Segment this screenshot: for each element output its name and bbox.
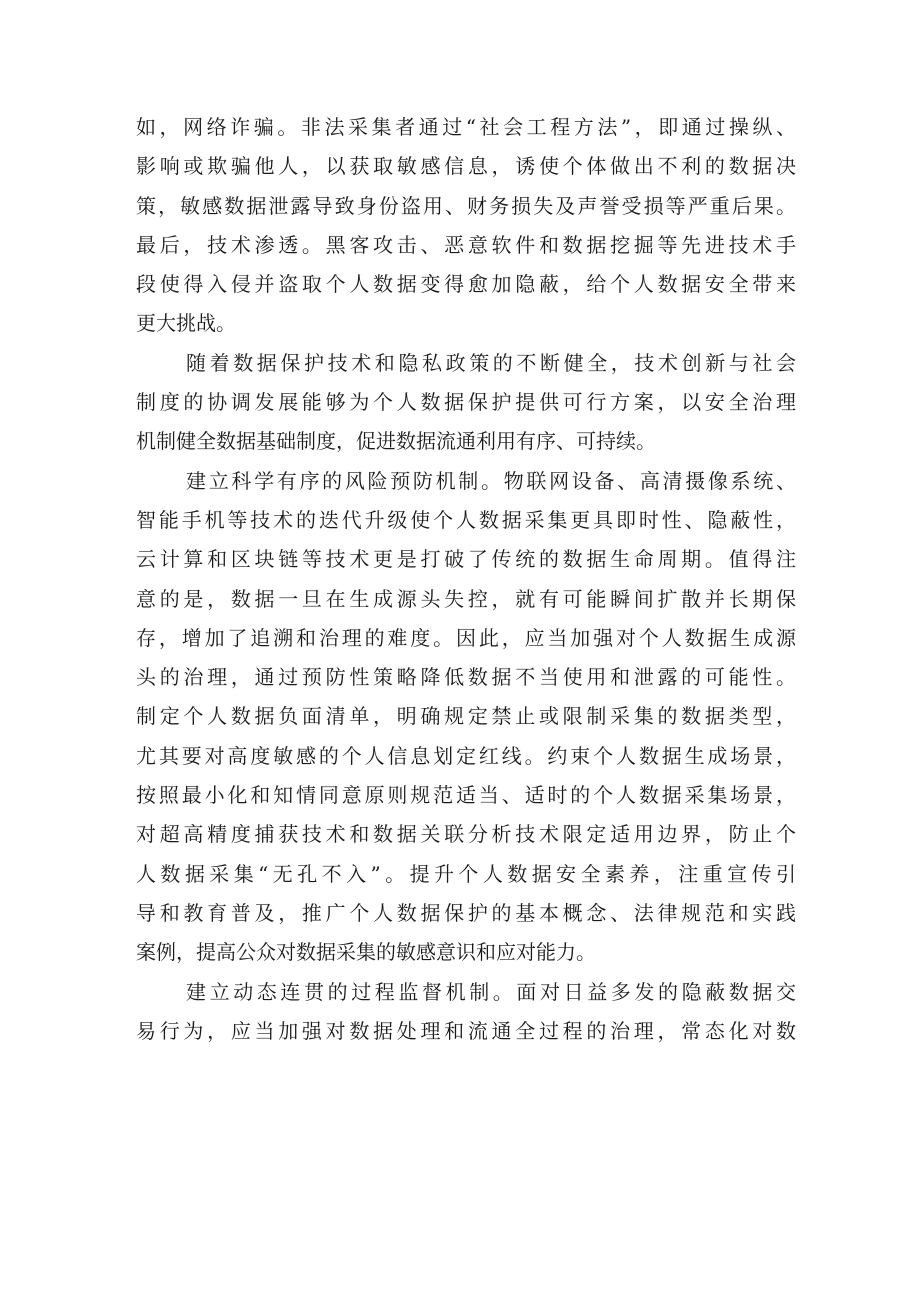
text-line: 制度的协调发展能够为个人数据保护提供可行方案，以安全治理 [136, 390, 796, 415]
text-line: 机制健全数据基础制度，促进数据流通利用有序、可持续。 [136, 429, 656, 454]
text-line: 导和教育普及，推广个人数据保护的基本概念、法律规范和实践 [136, 900, 796, 925]
text-line: 最后，技术渗透。黑客攻击、恶意软件和数据挖掘等先进技术手 [136, 232, 796, 257]
text-line: 意的是，数据一旦在生成源头失控，就有可能瞬间扩散并长期保 [136, 586, 796, 611]
text-line: 存，增加了追溯和治理的难度。因此，应当加强对个人数据生成源 [136, 625, 796, 650]
text-line: 智能手机等技术的迭代升级使个人数据采集更具即时性、隐蔽性， [136, 507, 796, 532]
text-line: 人数据采集“无孔不入”。提升个人数据安全素养，注重宣传引 [136, 861, 796, 886]
text-line: 如，网络诈骗。非法采集者通过“社会工程方法”，即通过操纵、 [136, 115, 796, 139]
text-line: 按照最小化和知情同意原则规范适当、适时的个人数据采集场景， [136, 783, 796, 808]
text-line: 策，敏感数据泄露导致身份盗用、财务损失及声誉受损等严重后果。 [136, 193, 796, 218]
text-line: 易行为，应当加强对数据处理和流通全过程的治理，常态化对数 [136, 1018, 796, 1043]
text-line: 案例，提高公众对数据采集的敏感意识和应对能力。 [136, 940, 596, 965]
paragraph-4 [136, 973, 796, 1052]
text-line: 随着数据保护技术和隐私政策的不断健全，技术创新与社会 [186, 350, 796, 375]
paragraph-1 [136, 108, 796, 344]
text-line: 尤其要对高度敏感的个人信息划定红线。约束个人数据生成场景， [136, 743, 796, 768]
text-line: 对超高精度捕获技术和数据关联分析技术限定适用边界，防止个 [136, 822, 796, 847]
text-line: 影响或欺骗他人，以获取敏感信息，诱使个体做出不利的数据决 [136, 154, 796, 179]
body-text [136, 108, 796, 1051]
text-line: 段使得入侵并盗取个人数据变得愈加隐蔽，给个人数据安全带来 [136, 272, 796, 297]
text-line: 制定个人数据负面清单，明确规定禁止或限制采集的数据类型， [136, 704, 796, 729]
text-line: 头的治理，通过预防性策略降低数据不当使用和泄露的可能性。 [136, 665, 796, 690]
text-line: 更大挑战。 [136, 311, 236, 336]
text-line: 建立动态连贯的过程监督机制。面对日益多发的隐蔽数据交 [186, 979, 796, 1004]
paragraph-2 [136, 344, 796, 462]
text-line: 云计算和区块链等技术更是打破了传统的数据生命周期。值得注 [136, 547, 796, 572]
text-line: 建立科学有序的风险预防机制。物联网设备、高清摄像系统、 [186, 468, 796, 493]
paragraph-3 [136, 462, 796, 973]
